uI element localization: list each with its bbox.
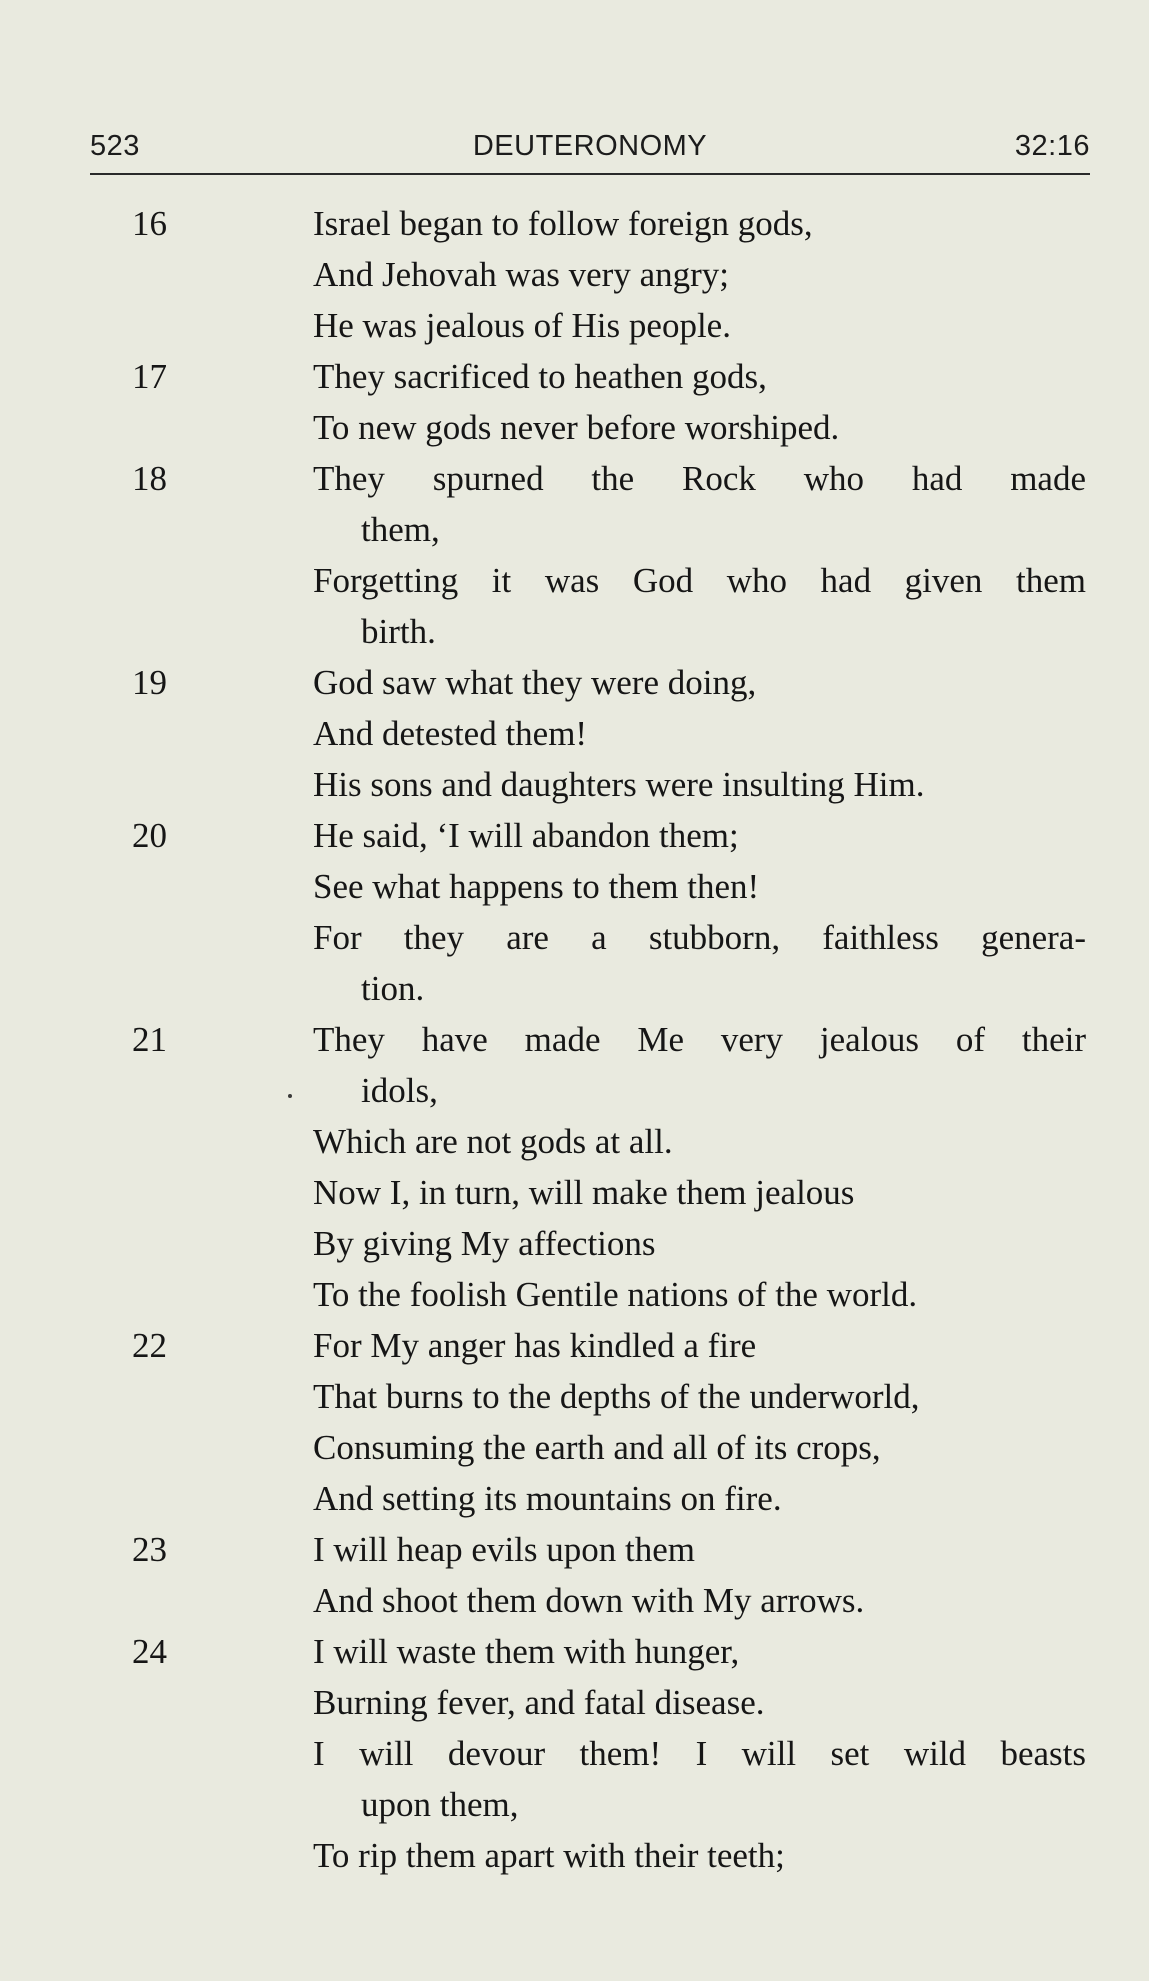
verse-line <box>0 555 1149 606</box>
verse-line <box>0 504 1149 555</box>
header-rule <box>90 173 1090 175</box>
verse-line <box>0 1422 1149 1473</box>
verse-text: Consuming the earth and all of its crops, <box>313 1428 881 1467</box>
verse-line <box>0 351 1149 402</box>
page-number: 523 <box>90 130 140 162</box>
verse-line <box>0 657 1149 708</box>
verse-line <box>0 1014 1149 1065</box>
verse-line <box>0 1371 1149 1422</box>
verse-number: 16 <box>132 204 167 243</box>
verse-text: They have made Me very jealous of their <box>313 1020 1086 1059</box>
verse-line <box>0 606 1149 657</box>
verse-line <box>0 1065 1149 1116</box>
print-speck <box>288 1094 292 1098</box>
verse-text: For My anger has kindled a fire <box>313 1326 757 1365</box>
verse-number: 20 <box>132 816 167 855</box>
verse-line <box>0 1167 1149 1218</box>
verse-line <box>0 1269 1149 1320</box>
verse-line <box>0 1473 1149 1524</box>
verse-text: And shoot them down with My arrows. <box>313 1581 865 1620</box>
verse-line <box>0 1677 1149 1728</box>
verse-line <box>0 1626 1149 1677</box>
verse-text: And Jehovah was very angry; <box>313 255 730 294</box>
verse-text: Now I, in turn, will make them jealous <box>313 1173 855 1212</box>
book-title: DEUTERONOMY <box>472 130 708 162</box>
verse-line <box>0 963 1149 1014</box>
verse-text: His sons and daughters were insulting Him. <box>313 765 925 804</box>
verse-text: He said, ‘I will abandon them; <box>313 816 739 855</box>
verse-text: That burns to the depths of the underworld, <box>313 1377 920 1416</box>
verse-text: I will heap evils upon them <box>313 1530 696 1569</box>
verse-text: I will devour them! I will set wild beasts <box>313 1734 1086 1773</box>
verse-text: See what happens to them then! <box>313 867 760 906</box>
verse-text: And setting its mountains on fire. <box>313 1479 782 1518</box>
verse-text: Forgetting it was God who had given them <box>313 561 1086 600</box>
verse-text: To the foolish Gentile nations of the world. <box>313 1275 918 1314</box>
verse-text: He was jealous of His people. <box>313 306 731 345</box>
verse-text: I will waste them with hunger, <box>313 1632 740 1671</box>
verse-line <box>0 810 1149 861</box>
verse-line <box>0 198 1149 249</box>
verse-text: Israel began to follow foreign gods, <box>313 204 813 243</box>
verse-text-continuation: birth. <box>361 612 436 651</box>
verse-text: For they are a stubborn, faithless genera- <box>313 918 1086 957</box>
verse-line <box>0 1575 1149 1626</box>
verse-line <box>0 1728 1149 1779</box>
running-header <box>90 130 1090 170</box>
verse-line <box>0 912 1149 963</box>
verse-line <box>0 759 1149 810</box>
verse-line <box>0 708 1149 759</box>
verse-line <box>0 453 1149 504</box>
verse-number: 18 <box>132 459 167 498</box>
verse-text-continuation: them, <box>361 510 440 549</box>
verse-text: They sacrificed to heathen gods, <box>313 357 767 396</box>
verse-number: 23 <box>132 1530 167 1569</box>
verse-text: They spurned the Rock who had made <box>313 459 1086 498</box>
verse-line <box>0 1524 1149 1575</box>
verse-number: 22 <box>132 1326 167 1365</box>
verse-text: To new gods never before worshiped. <box>313 408 840 447</box>
verse-line <box>0 1116 1149 1167</box>
verse-line <box>0 861 1149 912</box>
verse-number: 19 <box>132 663 167 702</box>
verse-line <box>0 402 1149 453</box>
verse-text-continuation: idols, <box>361 1071 438 1110</box>
verse-text: And detested them! <box>313 714 588 753</box>
verse-line <box>0 300 1149 351</box>
verse-text: Burning fever, and fatal disease. <box>313 1683 765 1722</box>
verse-text: God saw what they were doing, <box>313 663 757 702</box>
verse-text-continuation: upon them, <box>361 1785 519 1824</box>
verse-text: Which are not gods at all. <box>313 1122 673 1161</box>
verse-line <box>0 1830 1149 1881</box>
verse-text: By giving My affections <box>313 1224 656 1263</box>
verse-number: 21 <box>132 1020 167 1059</box>
verse-text: To rip them apart with their teeth; <box>313 1836 785 1875</box>
verse-list <box>0 198 1149 1881</box>
verse-line <box>0 249 1149 300</box>
chapter-verse-reference: 32:16 <box>1014 130 1090 162</box>
verse-number: 17 <box>132 357 167 396</box>
verse-number: 24 <box>132 1632 167 1671</box>
verse-line <box>0 1218 1149 1269</box>
verse-text-continuation: tion. <box>361 969 425 1008</box>
verse-line <box>0 1320 1149 1371</box>
verse-line <box>0 1779 1149 1830</box>
